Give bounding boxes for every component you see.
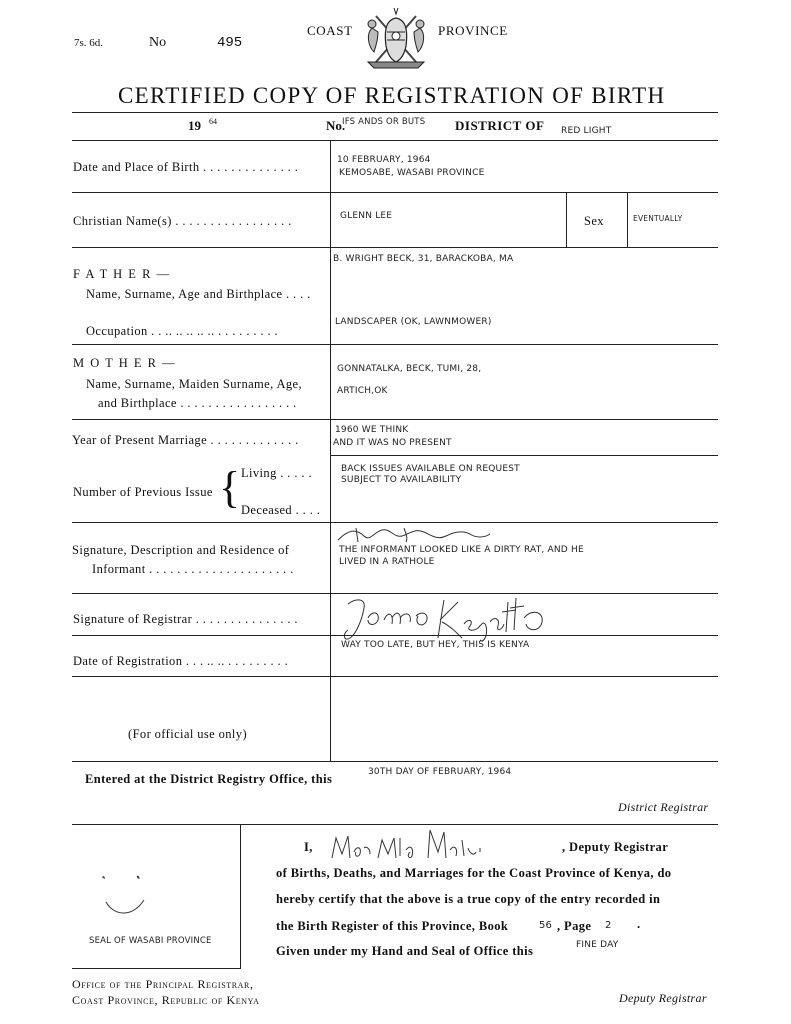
- cert-deputy-label: , Deputy Registrar: [562, 840, 669, 854]
- informant-value-1: THE INFORMANT LOOKED LIKE A DIRTY RAT, AND HE: [339, 545, 584, 555]
- deputy-signature-icon: [318, 822, 488, 870]
- deceased-label: Deceased . . . .: [241, 503, 321, 517]
- cert-line-5: Given under my Hand and Seal of Office this: [276, 944, 534, 958]
- mother-name-label-1: Name, Surname, Maiden Surname, Age,: [86, 377, 303, 391]
- sex-label: Sex: [584, 214, 604, 228]
- fee-label: 7s. 6d.: [74, 37, 104, 49]
- entry-no-label: No.: [326, 118, 346, 133]
- rule: [72, 112, 718, 113]
- mother-birthplace-value: ARTICH,OK: [337, 386, 388, 396]
- cert-line-4: the Birth Register of this Province, Book: [276, 919, 509, 933]
- marriage-value-1: 1960 WE THINK: [335, 425, 409, 435]
- seal-label: SEAL OF WASABI PROVINCE: [89, 936, 212, 946]
- cert-i-label: I,: [304, 840, 313, 854]
- previous-issue-label: Number of Previous Issue: [73, 485, 213, 499]
- page-label: , Page: [557, 919, 592, 933]
- informant-value-2: LIVED IN A RATHOLE: [339, 557, 435, 567]
- mother-heading: M O T H E R —: [73, 356, 177, 370]
- registration-date-label: Date of Registration . . . .. .. . . . . . . . . .: [73, 654, 289, 668]
- father-occupation-value: LANDSCAPER (OK, LAWNMOWER): [335, 317, 492, 327]
- birth-date-value: 10 FEBRUARY, 1964: [337, 155, 431, 165]
- mother-name-label-2: and Birthplace . . . . . . . . . . . . . . . . .: [98, 396, 297, 410]
- cert-period: .: [637, 917, 641, 931]
- book-number: 56: [539, 920, 553, 931]
- christian-names-value: GLENN LEE: [340, 211, 393, 221]
- cert-line-2: of Births, Deaths, and Marriages for the Coast Province of Kenya, do: [276, 866, 672, 880]
- office-line-1: Office of the Principal Registrar,: [72, 977, 254, 991]
- birth-label: Date and Place of Birth . . . . . . . . . . . . . .: [73, 160, 299, 174]
- coat-of-arms-icon: [358, 6, 434, 72]
- registrar-signature-icon: [338, 594, 550, 646]
- given-day-value: FINE DAY: [576, 940, 619, 950]
- father-name-label: Name, Surname, Age and Birthplace . . . .: [86, 287, 311, 301]
- father-name-value: B. WRIGHT BECK, 31, BARACKOBA, MA: [333, 254, 514, 264]
- column-divider: [330, 140, 331, 761]
- sex-value: EVENTUALLY: [633, 214, 683, 223]
- registrar-signature-label: Signature of Registrar . . . . . . . . . . . . . . .: [73, 612, 298, 626]
- page-number: 2: [605, 920, 612, 931]
- birth-place-value: KEMOSABE, WASABI PROVINCE: [339, 168, 485, 178]
- father-occupation-label: Occupation . . .. .. .. .. .. . . . . . . . . .: [86, 324, 279, 338]
- official-use-label: (For official use only): [128, 727, 248, 741]
- seal-drawing-icon: [94, 872, 150, 920]
- entry-no-value: IFS ANDS OR BUTS: [342, 117, 426, 127]
- informant-label-2: Informant . . . . . . . . . . . . . . . . . . . . .: [92, 562, 294, 576]
- father-heading: F A T H E R —: [73, 267, 171, 281]
- district-label: DISTRICT OF: [455, 118, 545, 133]
- entered-value: 30TH DAY OF FEBRUARY, 1964: [368, 767, 512, 777]
- registration-date-value: WAY TOO LATE, BUT HEY, THIS IS KENYA: [341, 640, 530, 650]
- marriage-label: Year of Present Marriage . . . . . . . . . . . . .: [72, 433, 299, 447]
- marriage-value-2: AND IT WAS NO PRESENT: [333, 438, 452, 448]
- cert-line-3: hereby certify that the above is a true copy of the entry recorded in: [276, 892, 661, 906]
- entered-label: Entered at the District Registry Office, this: [85, 772, 333, 786]
- province-left-label: COAST: [307, 23, 353, 38]
- certificate-number: 495: [217, 35, 243, 51]
- year-suffix: 64: [209, 117, 217, 126]
- informant-label-1: Signature, Description and Residence of: [72, 543, 290, 557]
- province-right-label: PROVINCE: [438, 23, 508, 38]
- christian-names-label: Christian Name(s) . . . . . . . . . . . . . . . . .: [73, 214, 292, 228]
- issue-value-2: SUBJECT TO AVAILABILITY: [341, 475, 462, 485]
- mother-name-value: GONNATALKA, BECK, TUMI, 28,: [337, 364, 482, 374]
- document-title: CERTIFIED COPY OF REGISTRATION OF BIRTH: [118, 83, 666, 108]
- office-line-2: Coast Province, Republic of Kenya: [72, 993, 260, 1007]
- number-label: No: [149, 35, 167, 50]
- year-prefix: 19: [188, 118, 201, 133]
- district-registrar-label: District Registrar: [618, 800, 709, 814]
- deputy-registrar-label: Deputy Registrar: [619, 991, 707, 1005]
- district-value: RED LIGHT: [561, 126, 612, 136]
- informant-signature-icon: [334, 524, 494, 546]
- living-label: Living . . . . .: [241, 466, 312, 480]
- issue-value-1: BACK ISSUES AVAILABLE ON REQUEST: [341, 464, 520, 474]
- brace: {: [219, 463, 241, 512]
